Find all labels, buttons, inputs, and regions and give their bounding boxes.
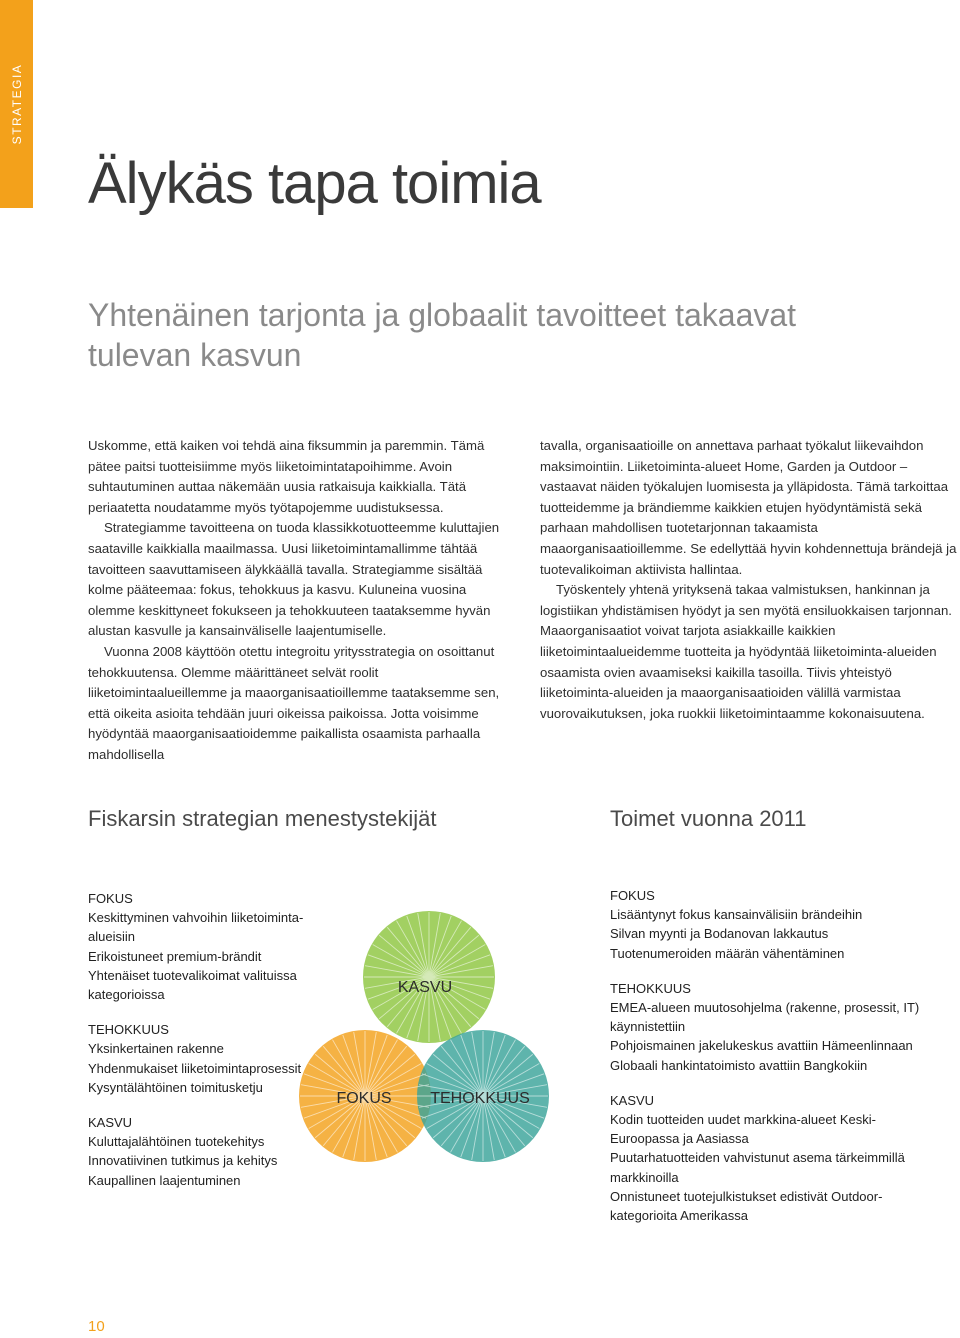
paragraph: Strategiamme tavoitteena on tuoda klassikkotuotteemme kuluttajien saataville kaikkialla maailmassa. Uusi liiketoimintamallimme tähtää tavoitteen saavuttamiseen älykkäällä tavalla. Strategiamme sisältää kolme pääteemaa: fokus, tehokkuus ja kasvu. Kuluneina vuosina olemme keskittyneet fokukseen ja tehokkuuteen taataksemme hyvän alustan kasvulle ja kansainväliselle laajentumiselle. — [88, 520, 500, 639]
list-item: Yksinkertainen rakenne — [88, 1041, 224, 1057]
list-item: Kysyntälähtöinen toimitusketju — [88, 1079, 263, 1095]
list-item: Kuluttajalähtöinen tuotekehitys — [88, 1134, 265, 1150]
list-item: Pohjoismainen jakelukeskus avattiin Hämeenlinnaan — [610, 1038, 913, 1054]
group-heading: FOKUS — [610, 888, 655, 903]
page-title: Älykäs tapa toimia — [88, 151, 541, 216]
section-tab — [0, 0, 33, 208]
venn-label-tehokkuus: TEHOKKUUS — [430, 1090, 530, 1107]
page-subtitle: Yhtenäinen tarjonta ja globaalit tavoitteet takaavat tulevan kasvun — [88, 297, 797, 373]
paragraph: Uskomme, että kaiken voi tehdä aina fiksummin ja paremmin. Tämä pätee paitsi tuotteisiimme myös liiketoimintatapoihimme. Avoin suhtautuminen auttaa näkemään uusia ratkaisuja kaikkialla. Tätä periaatetta noudatamme myös työtapojemme uudistuksessa. — [88, 438, 485, 515]
success-factors-heading: Fiskarsin strategian menestystekijät — [88, 806, 437, 831]
list-item: Innovatiivinen tutkimus ja kehitys — [88, 1153, 278, 1169]
actions-2011-heading: Toimet vuonna 2011 — [610, 806, 807, 831]
action-group-fokus — [610, 886, 940, 963]
venn-diagram — [298, 910, 560, 1162]
list-item: Kodin tuotteiden uudet markkina-alueet Keski-Euroopassa ja Aasiassa — [610, 1112, 876, 1147]
venn-label-fokus: FOKUS — [336, 1090, 392, 1107]
group-heading: KASVU — [88, 1115, 133, 1131]
page-number: 10 — [88, 1318, 105, 1335]
factor-group-tehokkuus — [88, 1020, 308, 1097]
list-item: Puutarhatuotteiden vahvistunut asema tärkeimmillä markkinoilla — [610, 1150, 905, 1185]
list-item: Globaali hankintatoimisto avattiin Bangkokiin — [610, 1057, 868, 1073]
paragraph: tavalla, organisaatioille on annettava parhaat työkalut liikevaihdon maksimointiin. Liiketoiminta-alueet Home, Garden ja Outdoor – vastaavat näiden työkalujen luomisesta ja ylläpidosta. Tämä tarkoittaa tuotteidemme ja brändiemme kaikkien etujen hyödyntämistä sekä parhaan mahdollisen tuotetarjonnan takaamista maaorganisaatioillemme. Se edellyttää hyvin kohdennettuja brändejä ja tuotevalikoiman aktiivista hallintaa. — [540, 438, 957, 577]
factor-group-kasvu — [88, 1113, 308, 1190]
list-item: Kaupallinen laajentuminen — [88, 1172, 241, 1188]
list-item: EMEA-alueen muutosohjelma (rakenne, prosessit, IT) käynnistettiin — [610, 1000, 920, 1035]
paragraph: Työskentely yhtenä yrityksenä takaa valmistuksen, hankinnan ja logistiikan yhdistämisen hyödyt ja sen myötä ensiluokkaisen tarjonnan. Maaorganisaatiot voivat tarjota asiakkaille kaikkien liiketoimintaalueidemme tuotteita ja hyödyntää liiketoiminta-alueiden osaamista ovien avaamiseksi kaikilla tasoilla. Tiivis yhteistyö liiketoiminta-alueiden ja maaorganisaatioiden välillä varmistaa vuorovaikutuksen, joka ruokkii liiketoimintaamme kokonaisuutena. — [540, 582, 952, 721]
venn-label-kasvu: KASVU — [397, 979, 453, 996]
action-group-kasvu — [610, 1091, 940, 1225]
list-item: Keskittyminen vahvoihin liiketoiminta-alueisiin — [88, 910, 304, 945]
group-heading: TEHOKKUUS — [610, 980, 691, 996]
group-heading: KASVU — [610, 1092, 655, 1108]
body-column-right — [540, 436, 960, 724]
list-item: Erikoistuneet premium-brändit — [88, 948, 262, 964]
group-heading: FOKUS — [88, 891, 133, 906]
section-tab-label: STRATEGIA — [9, 63, 24, 145]
list-item: Lisääntynyt fokus kansainvälisiin brändeihin — [610, 907, 863, 923]
action-group-tehokkuus — [610, 979, 940, 1075]
list-item: Yhdenmukaiset liiketoimintaprosessit — [88, 1060, 302, 1076]
group-heading: TEHOKKUUS — [88, 1022, 169, 1038]
list-item: Silvan myynti ja Bodanovan lakkautus — [610, 926, 829, 942]
list-item: Onnistuneet tuotejulkistukset edistivät Outdoor-kategorioita Amerikassa — [610, 1188, 883, 1224]
body-column-left — [88, 436, 513, 766]
list-item: Yhtenäiset tuotevalikoimat valituissa kategorioissa — [88, 967, 297, 1003]
success-factors-list — [88, 889, 308, 1206]
actions-2011-list — [610, 886, 940, 1241]
paragraph: Vuonna 2008 käyttöön otettu integroitu yritysstrategia on osoittanut tehokkuutensa. Olemme määrittäneet selvät roolit liiketoimintaalueillemme ja maaorganisaatioillemme taataksemme sen, että oikeita asioita tehdään juuri oikeissa paikoissa. Jotta voisimme hyödyntää maaorganisaatioidemme paikallista osaamista parhaalla mahdollisella — [88, 643, 500, 762]
factor-group-fokus — [88, 889, 308, 1004]
list-item: Tuotenumeroiden määrän vähentäminen — [610, 945, 845, 961]
